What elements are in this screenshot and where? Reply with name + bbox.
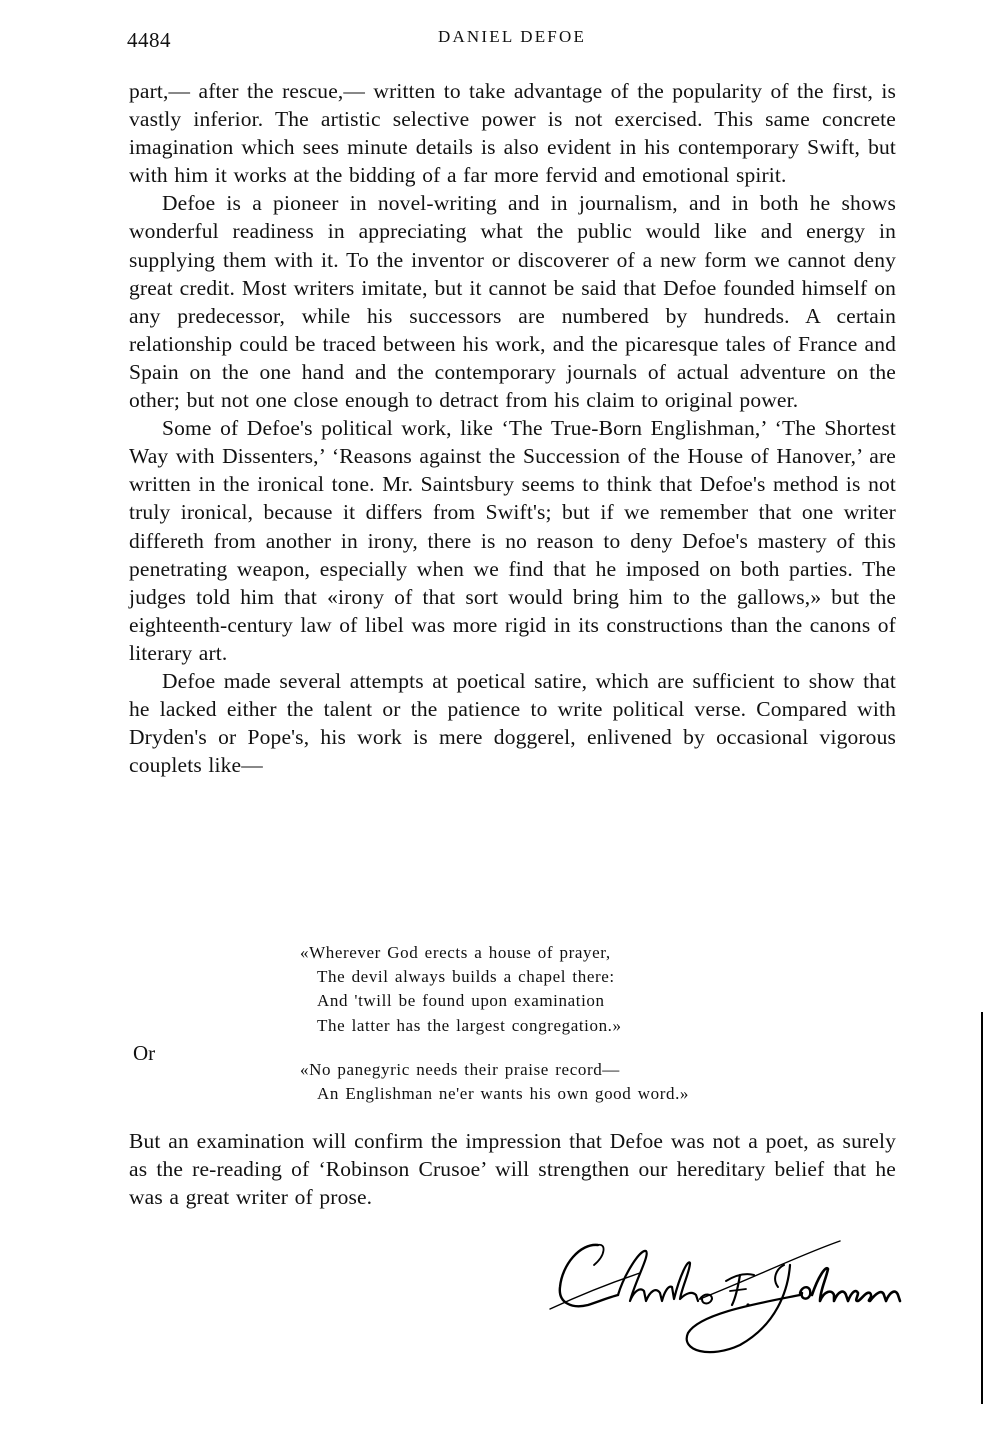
paragraph-2: Defoe is a pioneer in novel-writing and in journalism, and in both he shows wonderful readiness in appreciating what the public would like and energy in supplying them with it. To the inventor or discoverer of a new form we cannot deny great credit. Most writers imitate, but it cannot be said that Defoe founded himself on any predecessor, while his successors are numbered by hundreds. A certain relationship could be traced between his work, and the picaresque tales of France and Spain on the one hand and the contemporary journals of actual adventure on the other; but not one close enough to detract from his claim to original power. <box>129 191 896 413</box>
closing-paragraph: But an examination will confirm the impression that Defoe was not a poet, as surely as the re-reading of ‘Robinson Crusoe’ will strengthen our hereditary belief that he was a great writer of prose. <box>129 1129 896 1210</box>
signature-image <box>540 1235 920 1375</box>
verse-line: An Englishman ne'er wants his own good word.» <box>317 1084 690 1104</box>
running-head: DANIEL DEFOE <box>437 27 587 46</box>
verse-line: «Wherever God erects a house of prayer, <box>300 943 611 962</box>
main-text <box>129 77 896 779</box>
paragraph-4: Defoe made several attempts at poetical satire, which are sufficient to show that he lacked either the talent or the patience to write political verse. Compared with Dryden's or Pope's, his work is mere doggerel, enlivened by occasional vigorous couplets like— <box>129 668 896 778</box>
verse-line: The latter has the largest congregation.» <box>317 1015 622 1035</box>
page-number: 4484 <box>127 28 171 52</box>
scan-edge-line <box>981 1012 983 1404</box>
closing-text <box>129 1127 896 1211</box>
verse-line: The devil always builds a chapel there: <box>317 967 615 987</box>
verse-quote-1 <box>300 941 622 1038</box>
verse-line: «No panegyric needs their praise record— <box>300 1060 620 1079</box>
or-label: Or <box>133 1041 156 1065</box>
paragraph-1: part,— after the rescue,— written to take advantage of the popularity of the first, is vastly inferior. The artistic selective power is not exercised. This same concrete imagination which sees minute details is also evident in his contemporary Swift, but with him it works at the bidding of a far more fervid and emotional spirit. <box>129 79 896 188</box>
verse-quote-2 <box>300 1058 689 1106</box>
verse-line: And 'twill be found upon examination <box>317 991 605 1011</box>
paragraph-3: Some of Defoe's political work, like ‘The True-Born Englishman,’ ‘The Shortest Way with Dissenters,’ ‘Reasons against the Succession of the House of Hanover,’ are written in the ironical tone. Mr. Saintsbury seems to think that Defoe's method is not truly ironical, because it differs from Swift's; but if we remember that one writer differeth from another in irony, there is no reason to deny Defoe's mastery of this penetrating weapon, especially when we find that he imposed on both parties. The judges told him that «irony of that sort would bring him to the gallows,» but the eighteenth-century law of libel was more rigid in its constructions than the canons of literary art. <box>129 416 896 665</box>
